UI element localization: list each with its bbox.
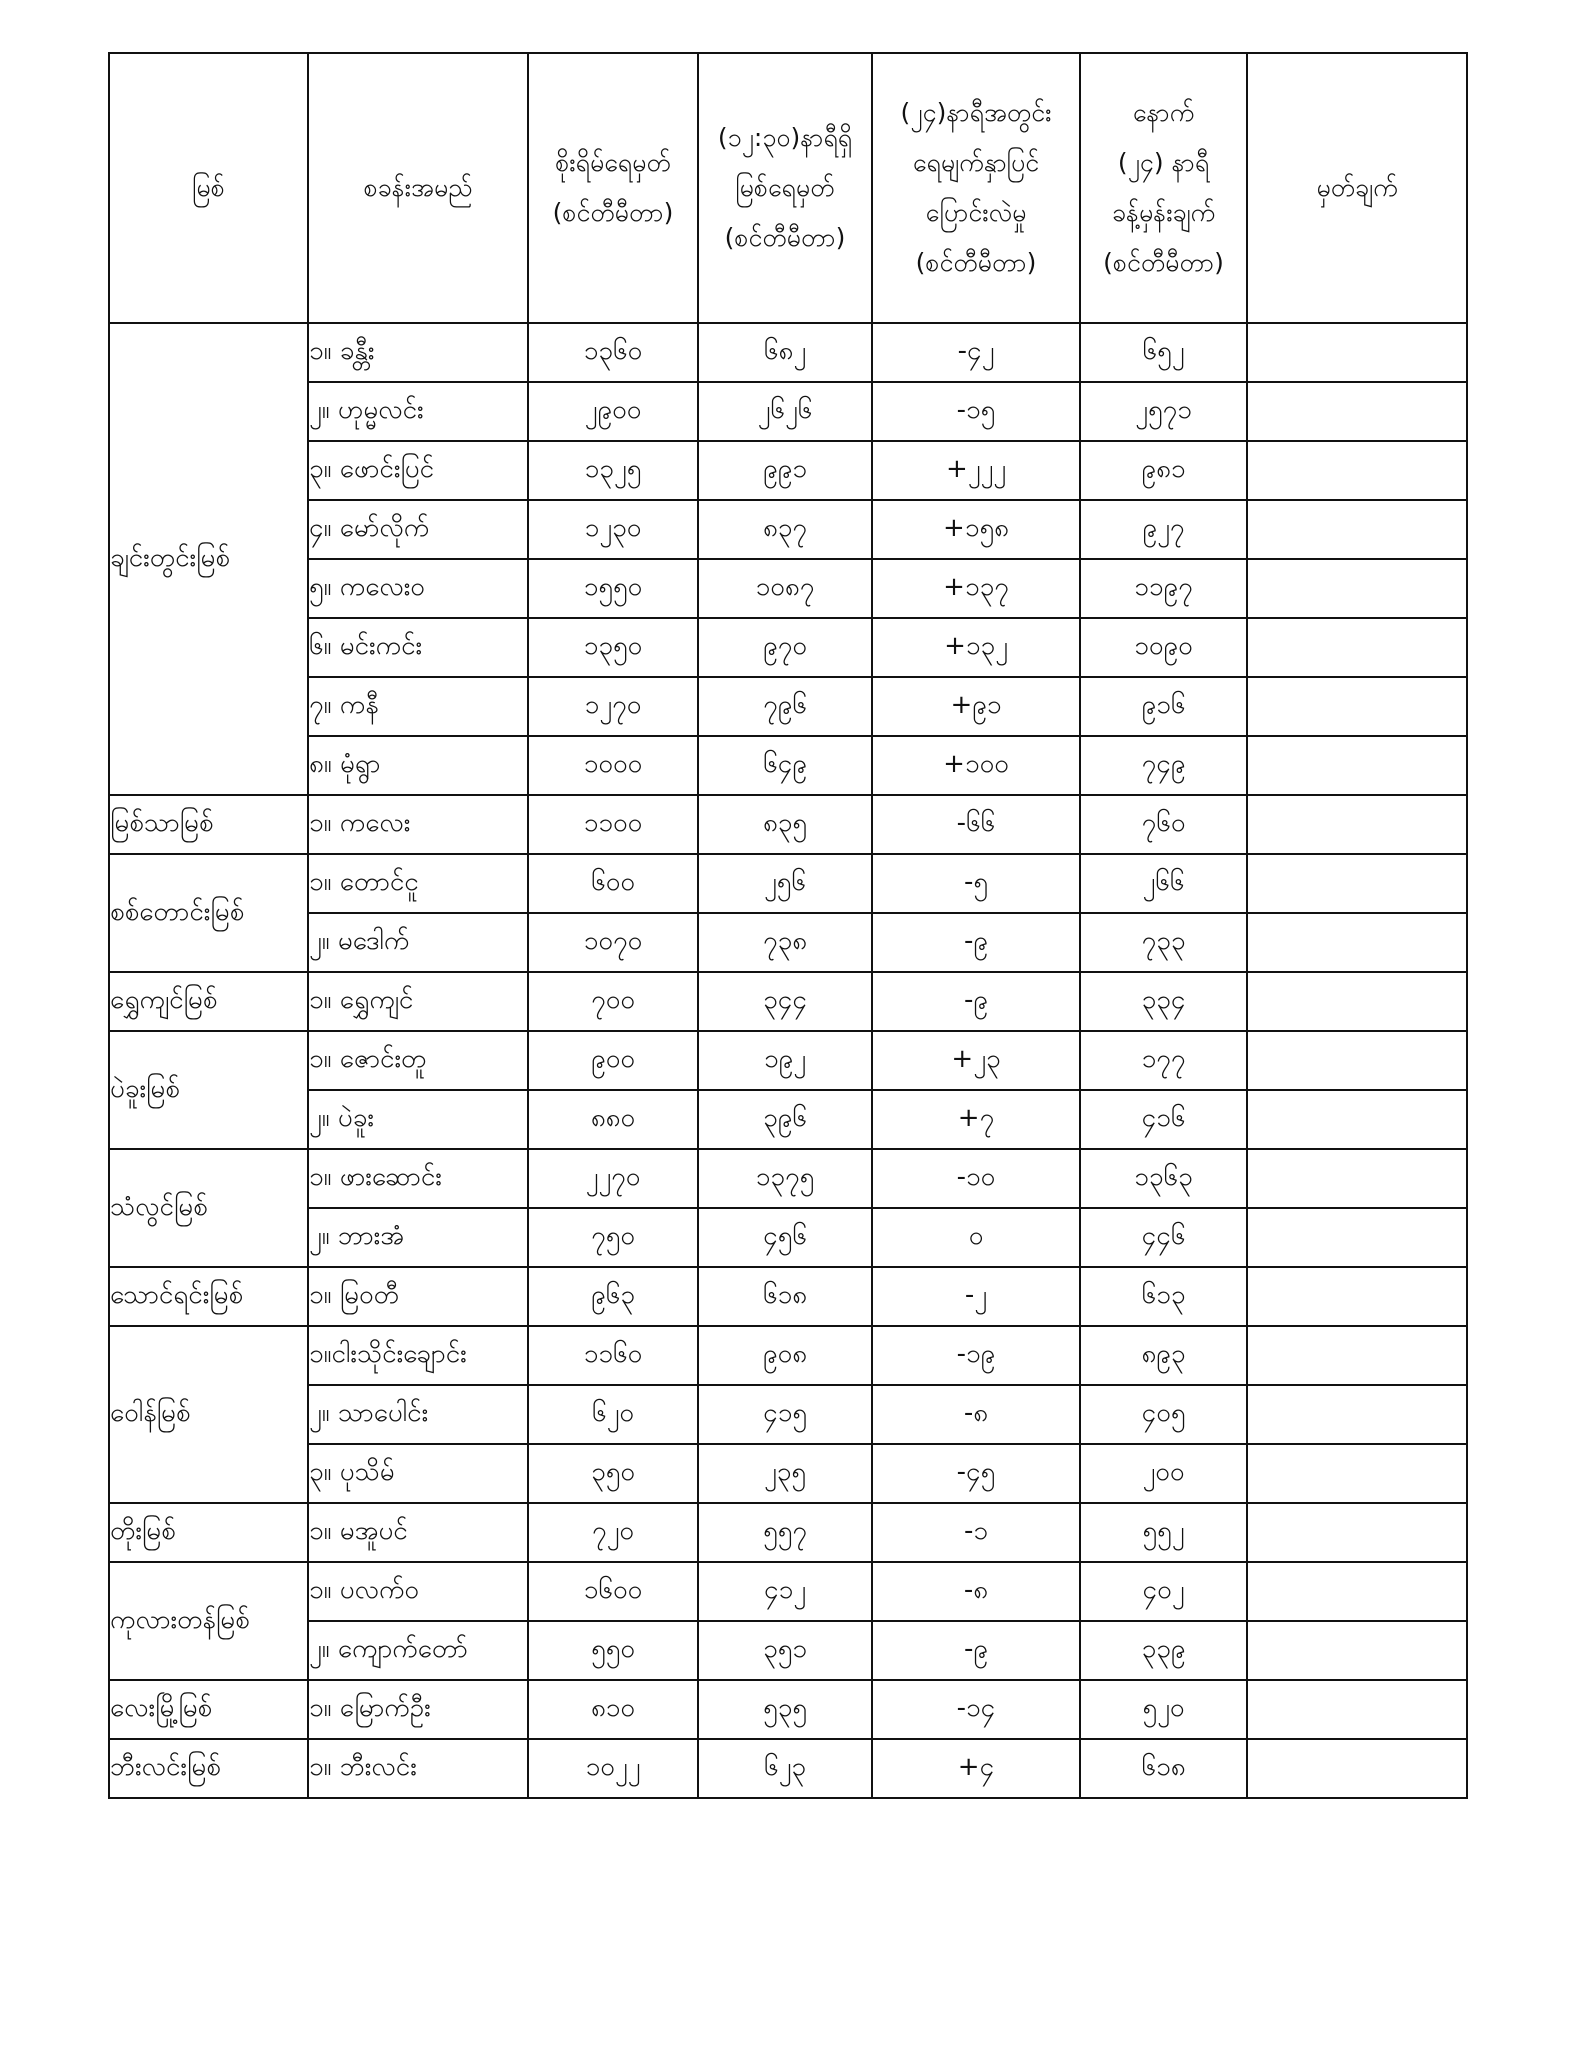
forecast-cell: ၁၇၇ bbox=[1080, 1031, 1247, 1090]
header-line: စိုးရိမ်ရေမှတ် bbox=[555, 148, 671, 177]
remark-cell bbox=[1247, 736, 1467, 795]
remark-cell bbox=[1247, 1503, 1467, 1562]
station-cell: ၁။ မအူပင် bbox=[308, 1503, 528, 1562]
remark-cell bbox=[1247, 1326, 1467, 1385]
header-line: မြစ်ရေမှတ် bbox=[735, 173, 835, 202]
table-row bbox=[109, 1326, 1467, 1385]
table-row bbox=[109, 441, 1467, 500]
forecast-cell: ၄၁၆ bbox=[1080, 1090, 1247, 1149]
current-level-cell: ၂၆၂၆ bbox=[698, 382, 872, 441]
river-name-cell: ဝေါန်မြစ် bbox=[109, 1326, 308, 1503]
change-cell: -၁၄ bbox=[872, 1680, 1080, 1739]
station-cell: ၂။ ဘားအံ bbox=[308, 1208, 528, 1267]
station-cell: ၁။ ဇောင်းတူ bbox=[308, 1031, 528, 1090]
change-cell: ၀ bbox=[872, 1208, 1080, 1267]
remark-cell bbox=[1247, 1621, 1467, 1680]
header-remark: မှတ်ချက် bbox=[1247, 53, 1467, 323]
forecast-cell: ၄၀၂ bbox=[1080, 1562, 1247, 1621]
change-cell: -၁၀ bbox=[872, 1149, 1080, 1208]
header-line: (စင်တီမီတာ) bbox=[1103, 248, 1224, 277]
forecast-cell: ၁၀၉၀ bbox=[1080, 618, 1247, 677]
header-line: ပြောင်းလဲမှု bbox=[925, 198, 1027, 227]
danger-level-cell: ၉၆၃ bbox=[528, 1267, 698, 1326]
forecast-cell: ၆၁၈ bbox=[1080, 1739, 1247, 1798]
remark-cell bbox=[1247, 559, 1467, 618]
table-body bbox=[109, 323, 1467, 1798]
river-name-cell: ဘီးလင်းမြစ် bbox=[109, 1739, 308, 1798]
current-level-cell: ၃၅၁ bbox=[698, 1621, 872, 1680]
header-danger-level bbox=[528, 53, 698, 323]
river-name-cell: ချင်းတွင်းမြစ် bbox=[109, 323, 308, 795]
current-level-cell: ၅၅၇ bbox=[698, 1503, 872, 1562]
change-cell: +၁၃၂ bbox=[872, 618, 1080, 677]
header-line: (စင်တီမီတာ) bbox=[552, 198, 674, 227]
change-cell: -၉ bbox=[872, 913, 1080, 972]
danger-level-cell: ၆၂၀ bbox=[528, 1385, 698, 1444]
change-cell: -၁၉ bbox=[872, 1326, 1080, 1385]
remark-cell bbox=[1247, 1444, 1467, 1503]
remark-cell bbox=[1247, 1385, 1467, 1444]
station-cell: ၃။ ပုသိမ် bbox=[308, 1444, 528, 1503]
river-name-cell: သောင်ရင်းမြစ် bbox=[109, 1267, 308, 1326]
table-row bbox=[109, 559, 1467, 618]
river-name-cell: သံလွင်မြစ် bbox=[109, 1149, 308, 1267]
change-cell: +၁၅၈ bbox=[872, 500, 1080, 559]
current-level-cell: ၂၃၅ bbox=[698, 1444, 872, 1503]
current-level-cell: ၆၈၂ bbox=[698, 323, 872, 382]
table-row bbox=[109, 323, 1467, 382]
current-level-cell: ၄၁၂ bbox=[698, 1562, 872, 1621]
change-cell: -၈ bbox=[872, 1562, 1080, 1621]
table-row bbox=[109, 854, 1467, 913]
change-cell: +၂၂၂ bbox=[872, 441, 1080, 500]
river-name-cell: စစ်တောင်းမြစ် bbox=[109, 854, 308, 972]
current-level-cell: ၉၀၈ bbox=[698, 1326, 872, 1385]
current-level-cell: ၆၂၃ bbox=[698, 1739, 872, 1798]
remark-cell bbox=[1247, 1149, 1467, 1208]
danger-level-cell: ၁၃၂၅ bbox=[528, 441, 698, 500]
header-forecast bbox=[1080, 53, 1247, 323]
danger-level-cell: ၉၀၀ bbox=[528, 1031, 698, 1090]
current-level-cell: ၄၅၆ bbox=[698, 1208, 872, 1267]
danger-level-cell: ၁၁၀၀ bbox=[528, 795, 698, 854]
table-row bbox=[109, 1208, 1467, 1267]
station-cell: ၇။ ကနီ bbox=[308, 677, 528, 736]
header-line: နောက် bbox=[1132, 98, 1195, 127]
current-level-cell: ၈၃၇ bbox=[698, 500, 872, 559]
change-cell: -၁၅ bbox=[872, 382, 1080, 441]
change-cell: -၈ bbox=[872, 1385, 1080, 1444]
current-level-cell: ၂၅၆ bbox=[698, 854, 872, 913]
current-level-cell: ၆၄၉ bbox=[698, 736, 872, 795]
change-cell: +၄ bbox=[872, 1739, 1080, 1798]
table-row bbox=[109, 1444, 1467, 1503]
change-cell: -၉ bbox=[872, 972, 1080, 1031]
header-line: ခန့်မှန်းချက် bbox=[1111, 198, 1216, 227]
header-line: (၂၄) နာရီ bbox=[1117, 148, 1210, 177]
header-change bbox=[872, 53, 1080, 323]
current-level-cell: ၄၁၅ bbox=[698, 1385, 872, 1444]
river-name-cell: ကုလားတန်မြစ် bbox=[109, 1562, 308, 1680]
remark-cell bbox=[1247, 1031, 1467, 1090]
table-row bbox=[109, 1031, 1467, 1090]
station-cell: ၂။ ကျောက်တော် bbox=[308, 1621, 528, 1680]
table-row bbox=[109, 1149, 1467, 1208]
station-cell: ၁။ ပလက်ဝ bbox=[308, 1562, 528, 1621]
header-station: စခန်းအမည် bbox=[308, 53, 528, 323]
header-line: (စင်တီမီတာ) bbox=[724, 223, 846, 252]
table-row bbox=[109, 1562, 1467, 1621]
remark-cell bbox=[1247, 1739, 1467, 1798]
forecast-cell: ၈၉၃ bbox=[1080, 1326, 1247, 1385]
danger-level-cell: ၂၂၇၀ bbox=[528, 1149, 698, 1208]
station-cell: ၂။ သာပေါင်း bbox=[308, 1385, 528, 1444]
station-cell: ၂။ မဒေါက် bbox=[308, 913, 528, 972]
station-cell: ၂။ ပဲခူး bbox=[308, 1090, 528, 1149]
station-cell: ၃။ ဖောင်းပြင် bbox=[308, 441, 528, 500]
table-row bbox=[109, 1739, 1467, 1798]
river-name-cell: ပဲခူးမြစ် bbox=[109, 1031, 308, 1149]
danger-level-cell: ၈၁၀ bbox=[528, 1680, 698, 1739]
danger-level-cell: ၁၀၇၀ bbox=[528, 913, 698, 972]
table-row bbox=[109, 677, 1467, 736]
current-level-cell: ၈၃၅ bbox=[698, 795, 872, 854]
forecast-cell: ၁၁၉၇ bbox=[1080, 559, 1247, 618]
header-line: (၂၄)နာရီအတွင်း bbox=[900, 98, 1052, 127]
change-cell: -၄၅ bbox=[872, 1444, 1080, 1503]
remark-cell bbox=[1247, 441, 1467, 500]
change-cell: -၄၂ bbox=[872, 323, 1080, 382]
danger-level-cell: ၇၀၀ bbox=[528, 972, 698, 1031]
danger-level-cell: ၇၂၀ bbox=[528, 1503, 698, 1562]
change-cell: +၇ bbox=[872, 1090, 1080, 1149]
header-line: (စင်တီမီတာ) bbox=[915, 248, 1037, 277]
current-level-cell: ၅၃၅ bbox=[698, 1680, 872, 1739]
table-row bbox=[109, 1385, 1467, 1444]
table-row bbox=[109, 1503, 1467, 1562]
danger-level-cell: ၁၀၀၀ bbox=[528, 736, 698, 795]
table-row bbox=[109, 736, 1467, 795]
forecast-cell: ၅၅၂ bbox=[1080, 1503, 1247, 1562]
remark-cell bbox=[1247, 1267, 1467, 1326]
change-cell: -၉ bbox=[872, 1621, 1080, 1680]
header-river: မြစ် bbox=[109, 53, 308, 323]
remark-cell bbox=[1247, 677, 1467, 736]
danger-level-cell: ၃၅၀ bbox=[528, 1444, 698, 1503]
danger-level-cell: ၁၆၀၀ bbox=[528, 1562, 698, 1621]
change-cell: -၆၆ bbox=[872, 795, 1080, 854]
remark-cell bbox=[1247, 382, 1467, 441]
table-row bbox=[109, 1621, 1467, 1680]
table-row bbox=[109, 618, 1467, 677]
forecast-cell: ၁၃၆၃ bbox=[1080, 1149, 1247, 1208]
forecast-cell: ၇၃၃ bbox=[1080, 913, 1247, 972]
danger-level-cell: ၅၅၀ bbox=[528, 1621, 698, 1680]
remark-cell bbox=[1247, 1680, 1467, 1739]
current-level-cell: ၁၉၂ bbox=[698, 1031, 872, 1090]
river-name-cell: မြစ်သာမြစ် bbox=[109, 795, 308, 854]
forecast-cell: ၂၆၆ bbox=[1080, 854, 1247, 913]
change-cell: +၉၁ bbox=[872, 677, 1080, 736]
danger-level-cell: ၁၃၅၀ bbox=[528, 618, 698, 677]
table-row bbox=[109, 500, 1467, 559]
forecast-cell: ၄၄၆ bbox=[1080, 1208, 1247, 1267]
forecast-cell: ၉၂၇ bbox=[1080, 500, 1247, 559]
station-cell: ၁။ ဘီးလင်း bbox=[308, 1739, 528, 1798]
station-cell: ၁။ ရွှေကျင် bbox=[308, 972, 528, 1031]
header-current-level bbox=[698, 53, 872, 323]
station-cell: ၁။ မြဝတီ bbox=[308, 1267, 528, 1326]
current-level-cell: ၆၁၈ bbox=[698, 1267, 872, 1326]
table-row bbox=[109, 972, 1467, 1031]
table-row bbox=[109, 795, 1467, 854]
remark-cell bbox=[1247, 618, 1467, 677]
river-name-cell: ရွှေကျင်မြစ် bbox=[109, 972, 308, 1031]
change-cell: -၂ bbox=[872, 1267, 1080, 1326]
danger-level-cell: ၁၁၆၀ bbox=[528, 1326, 698, 1385]
current-level-cell: ၁၃၇၅ bbox=[698, 1149, 872, 1208]
station-cell: ၈။ မုံရွာ bbox=[308, 736, 528, 795]
change-cell: -၁ bbox=[872, 1503, 1080, 1562]
forecast-cell: ၇၄၉ bbox=[1080, 736, 1247, 795]
danger-level-cell: ၁၀၂၂ bbox=[528, 1739, 698, 1798]
current-level-cell: ၉၉၁ bbox=[698, 441, 872, 500]
danger-level-cell: ၇၅၀ bbox=[528, 1208, 698, 1267]
danger-level-cell: ၁၃၆၀ bbox=[528, 323, 698, 382]
change-cell: -၅ bbox=[872, 854, 1080, 913]
station-cell: ၄။ မော်လိုက် bbox=[308, 500, 528, 559]
station-cell: ၁။ ဖားဆောင်း bbox=[308, 1149, 528, 1208]
station-cell: ၂။ ဟုမ္မလင်း bbox=[308, 382, 528, 441]
station-cell: ၁။ ခန္တီး bbox=[308, 323, 528, 382]
forecast-cell: ၉၁၆ bbox=[1080, 677, 1247, 736]
current-level-cell: ၃၉၆ bbox=[698, 1090, 872, 1149]
remark-cell bbox=[1247, 1090, 1467, 1149]
forecast-cell: ၃၃၉ bbox=[1080, 1621, 1247, 1680]
change-cell: +၁၃၇ bbox=[872, 559, 1080, 618]
danger-level-cell: ၂၉၀၀ bbox=[528, 382, 698, 441]
forecast-cell: ၂၅၇၁ bbox=[1080, 382, 1247, 441]
station-cell: ၁။ တောင်ငူ bbox=[308, 854, 528, 913]
forecast-cell: ၂၀၀ bbox=[1080, 1444, 1247, 1503]
danger-level-cell: ၆၀၀ bbox=[528, 854, 698, 913]
station-cell: ၁။ ကလေး bbox=[308, 795, 528, 854]
danger-level-cell: ၁၂၃၀ bbox=[528, 500, 698, 559]
station-cell: ၆။ မင်းကင်း bbox=[308, 618, 528, 677]
forecast-cell: ၉၈၁ bbox=[1080, 441, 1247, 500]
current-level-cell: ၃၄၄ bbox=[698, 972, 872, 1031]
remark-cell bbox=[1247, 500, 1467, 559]
station-cell: ၅။ ကလေးဝ bbox=[308, 559, 528, 618]
danger-level-cell: ၁၂၇၀ bbox=[528, 677, 698, 736]
forecast-cell: ၇၆၀ bbox=[1080, 795, 1247, 854]
forecast-cell: ၅၂၀ bbox=[1080, 1680, 1247, 1739]
station-cell: ၁။ငါးသိုင်းချောင်း bbox=[308, 1326, 528, 1385]
table-row bbox=[109, 1680, 1467, 1739]
header-line: ရေမျက်နှာပြင် bbox=[912, 148, 1040, 177]
forecast-cell: ၄၀၅ bbox=[1080, 1385, 1247, 1444]
remark-cell bbox=[1247, 1562, 1467, 1621]
remark-cell bbox=[1247, 913, 1467, 972]
change-cell: +၁၀၀ bbox=[872, 736, 1080, 795]
change-cell: +၂၃ bbox=[872, 1031, 1080, 1090]
current-level-cell: ၇၉၆ bbox=[698, 677, 872, 736]
forecast-cell: ၆၅၂ bbox=[1080, 323, 1247, 382]
remark-cell bbox=[1247, 972, 1467, 1031]
station-cell: ၁။ မြောက်ဦး bbox=[308, 1680, 528, 1739]
remark-cell bbox=[1247, 1208, 1467, 1267]
header-row bbox=[109, 53, 1467, 323]
remark-cell bbox=[1247, 854, 1467, 913]
current-level-cell: ၉၇၀ bbox=[698, 618, 872, 677]
forecast-cell: ၆၁၃ bbox=[1080, 1267, 1247, 1326]
river-name-cell: လေးမြို့မြစ် bbox=[109, 1680, 308, 1739]
table-row bbox=[109, 1090, 1467, 1149]
header-line: (၁၂:၃၀)နာရီရှိ bbox=[717, 123, 853, 152]
table-row bbox=[109, 913, 1467, 972]
current-level-cell: ၁၀၈၇ bbox=[698, 559, 872, 618]
table-row bbox=[109, 382, 1467, 441]
remark-cell bbox=[1247, 795, 1467, 854]
current-level-cell: ၇၃၈ bbox=[698, 913, 872, 972]
danger-level-cell: ၁၅၅၀ bbox=[528, 559, 698, 618]
table-row bbox=[109, 1267, 1467, 1326]
river-name-cell: တိုးမြစ် bbox=[109, 1503, 308, 1562]
forecast-cell: ၃၃၄ bbox=[1080, 972, 1247, 1031]
danger-level-cell: ၈၈၀ bbox=[528, 1090, 698, 1149]
river-level-table bbox=[108, 52, 1468, 1799]
remark-cell bbox=[1247, 323, 1467, 382]
